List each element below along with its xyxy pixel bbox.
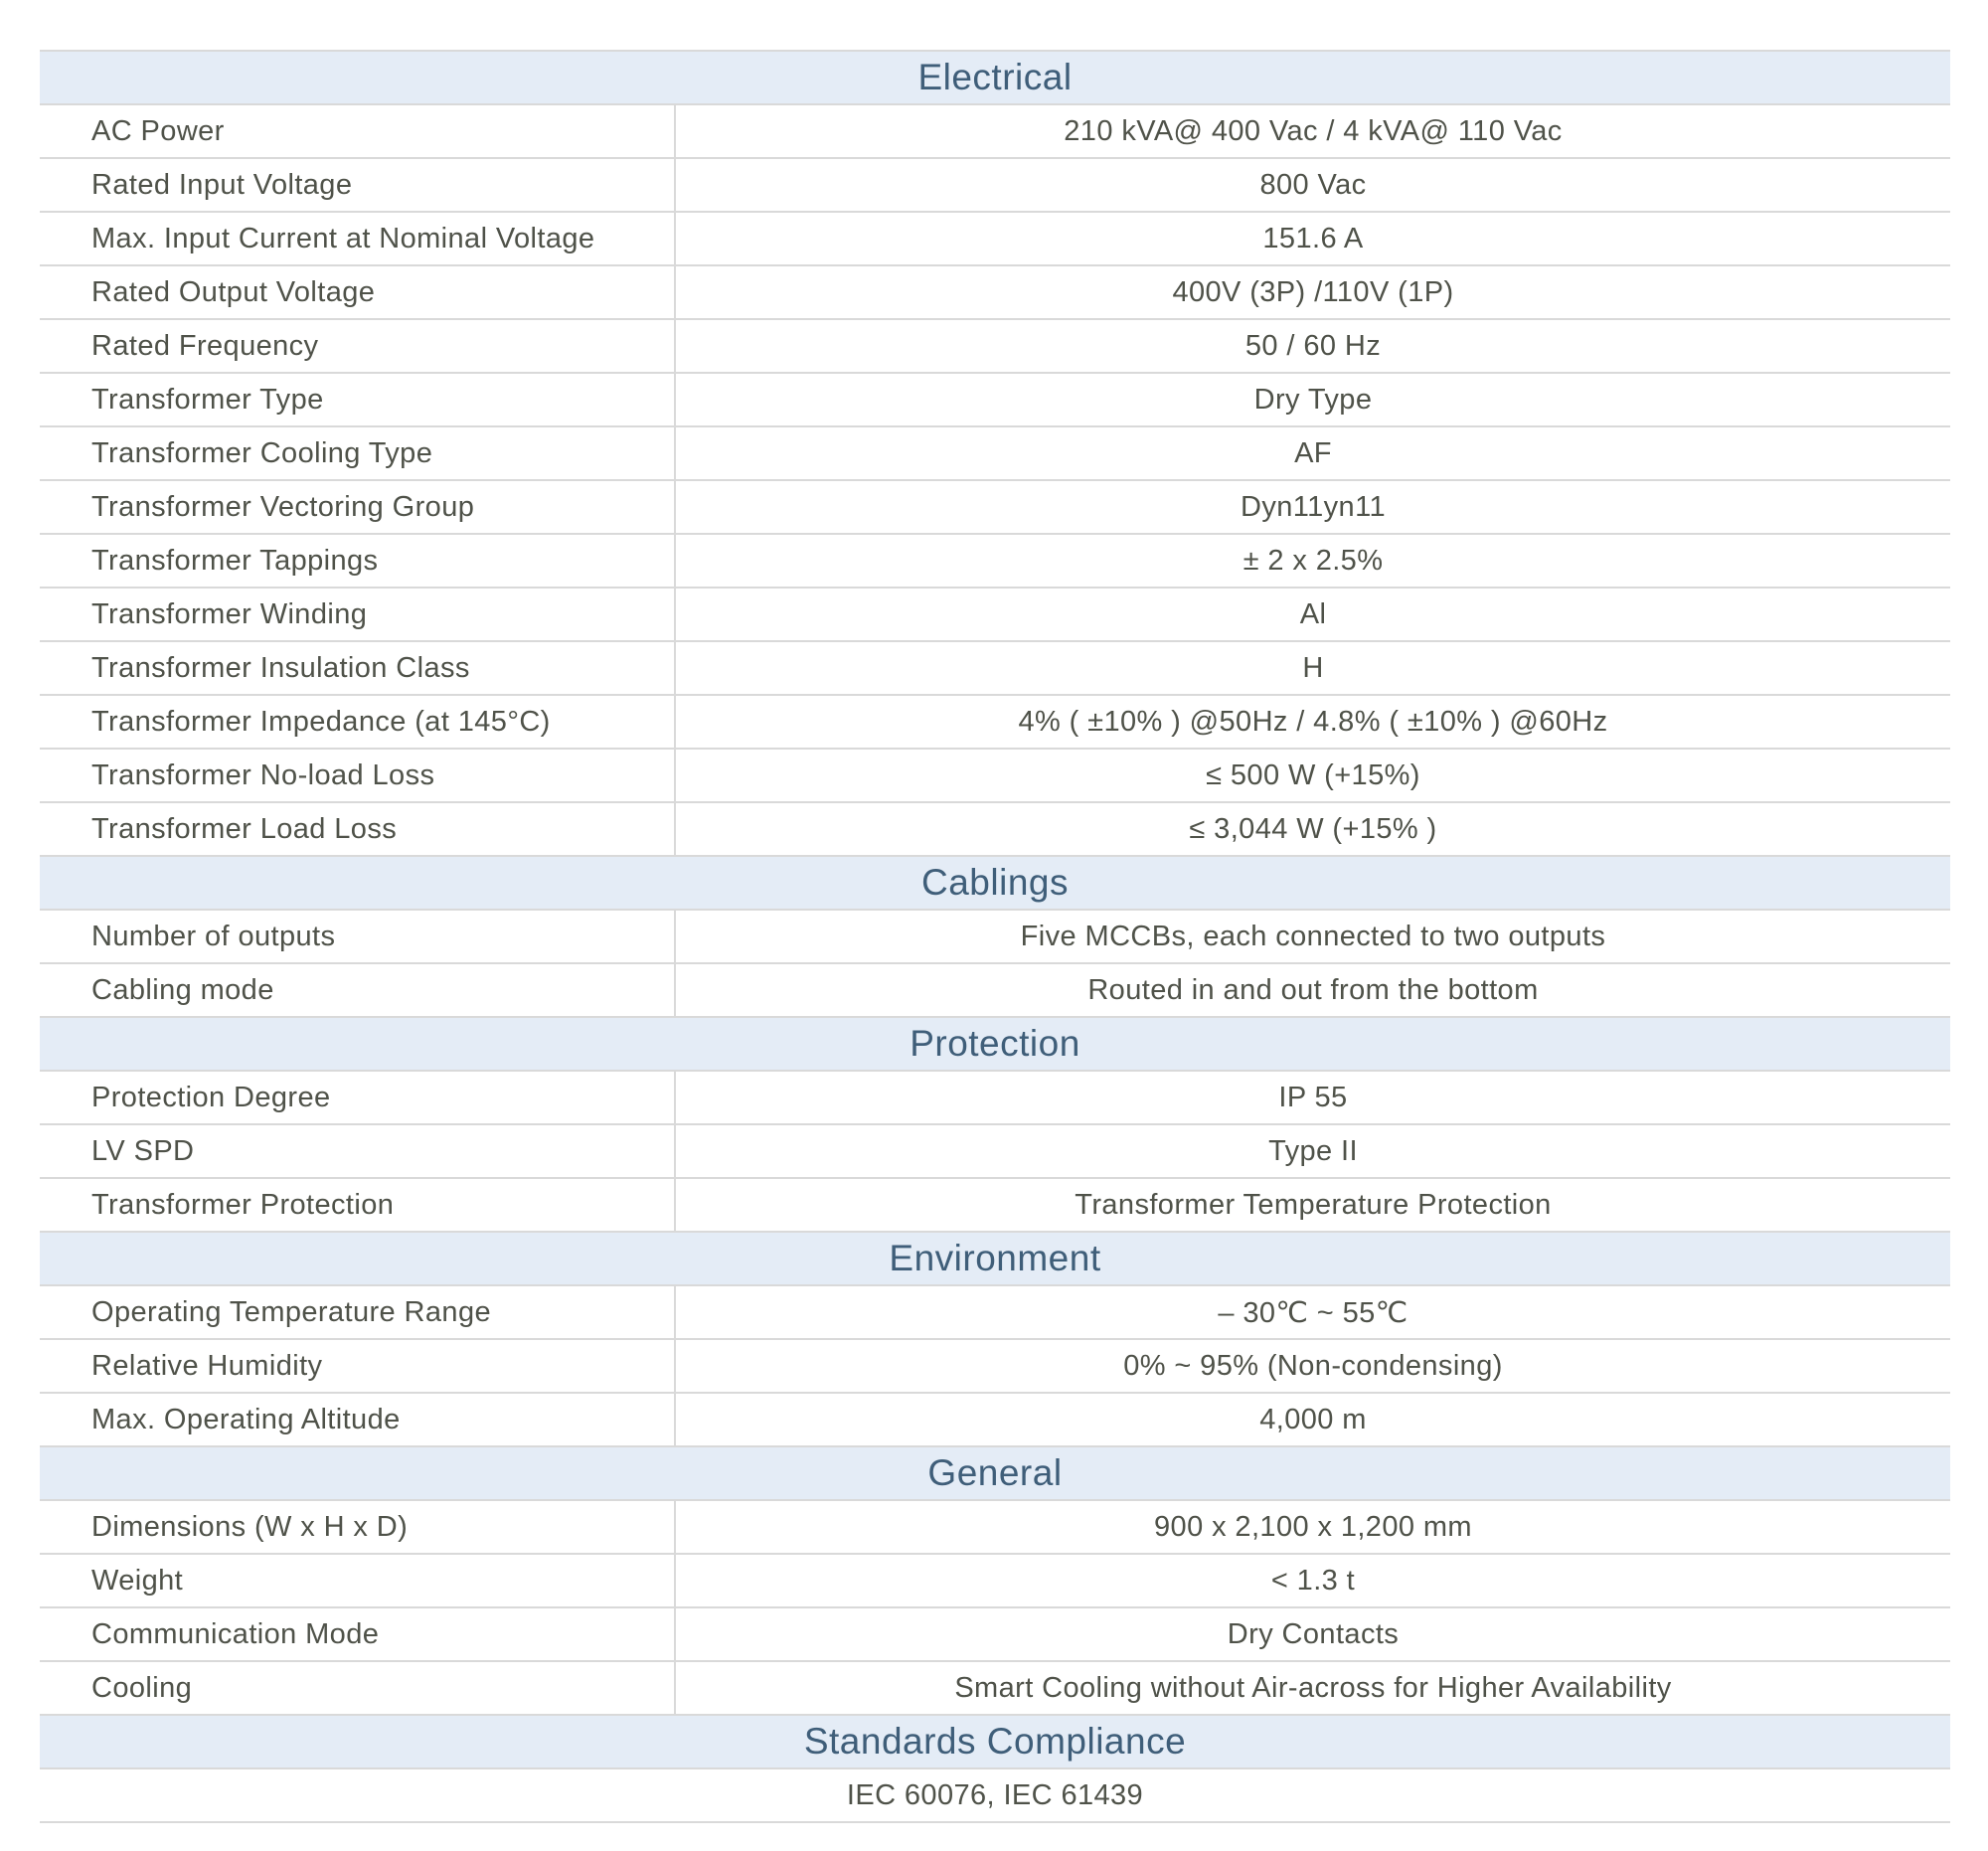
row-value: Type II <box>1268 1134 1358 1167</box>
row-value: H <box>1302 651 1324 684</box>
row-value: AF <box>1294 436 1332 469</box>
row-label: Rated Output Voltage <box>40 266 676 318</box>
row-value: ≤ 500 W (+15%) <box>1206 758 1420 791</box>
row-value: < 1.3 t <box>1270 1564 1356 1597</box>
spec-row <box>40 1394 1950 1447</box>
spec-row <box>40 1179 1950 1233</box>
spec-row <box>40 159 1950 213</box>
row-label: Rated Frequency <box>40 320 676 372</box>
row-value: IP 55 <box>1278 1081 1348 1113</box>
row-label: Communication Mode <box>40 1608 676 1660</box>
row-label: Cabling mode <box>40 964 676 1016</box>
spec-row <box>40 427 1950 481</box>
row-label: Protection Degree <box>40 1072 676 1123</box>
row-label: Number of outputs <box>40 911 676 962</box>
spec-row <box>40 105 1950 159</box>
row-label: Transformer Load Loss <box>40 803 676 855</box>
row-label: Relative Humidity <box>40 1340 676 1392</box>
row-value: 900 x 2,100 x 1,200 mm <box>1154 1510 1472 1543</box>
row-label: Transformer Vectoring Group <box>40 481 676 533</box>
row-value: 800 Vac <box>1259 168 1367 201</box>
row-value: ± 2 x 2.5% <box>1242 544 1384 577</box>
spec-row <box>40 374 1950 427</box>
row-value: 50 / 60 Hz <box>1244 329 1382 362</box>
row-value: 4% ( ±10% ) @50Hz / 4.8% ( ±10% ) @60Hz <box>1018 705 1608 738</box>
row-value: Dry Contacts <box>1227 1617 1400 1650</box>
row-value: 210 kVA@ 400 Vac / 4 kVA@ 110 Vac <box>1064 114 1563 147</box>
row-value: Dyn11yn11 <box>1240 490 1386 523</box>
row-label: Rated Input Voltage <box>40 159 676 211</box>
section-header-standards-compliance: Standards Compliance <box>40 1716 1950 1769</box>
section-header-cablings: Cablings <box>40 857 1950 911</box>
spec-row <box>40 1501 1950 1555</box>
row-label: Transformer Winding <box>40 589 676 640</box>
spec-row <box>40 266 1950 320</box>
spec-row <box>40 803 1950 857</box>
row-label: Cooling <box>40 1662 676 1714</box>
row-value: 4,000 m <box>1259 1403 1367 1435</box>
row-label: Weight <box>40 1555 676 1606</box>
row-label: Dimensions (W x H x D) <box>40 1501 676 1553</box>
spec-row <box>40 1555 1950 1608</box>
spec-row <box>40 642 1950 696</box>
spec-row <box>40 481 1950 535</box>
section-header-protection: Protection <box>40 1018 1950 1072</box>
row-value: 0% ~ 95% (Non-condensing) <box>1123 1349 1503 1382</box>
spec-row <box>40 1286 1950 1340</box>
row-value: Dry Type <box>1253 383 1373 416</box>
row-value: Routed in and out from the bottom <box>1087 973 1539 1006</box>
row-value: Al <box>1299 597 1327 630</box>
row-label: Max. Input Current at Nominal Voltage <box>40 213 676 264</box>
spec-row <box>40 213 1950 266</box>
spec-row <box>40 1340 1950 1394</box>
spec-row <box>40 696 1950 750</box>
spec-row <box>40 750 1950 803</box>
spec-row <box>40 1769 1950 1823</box>
row-value: Smart Cooling without Air-across for Higher Availability <box>954 1671 1672 1704</box>
spec-row <box>40 1608 1950 1662</box>
spec-row <box>40 1662 1950 1716</box>
row-label: Transformer Tappings <box>40 535 676 587</box>
section-header-electrical: Electrical <box>40 52 1950 105</box>
spec-row <box>40 589 1950 642</box>
row-label: Operating Temperature Range <box>40 1286 676 1338</box>
row-label: Transformer Insulation Class <box>40 642 676 694</box>
row-label: Transformer Cooling Type <box>40 427 676 479</box>
row-label: Max. Operating Altitude <box>40 1394 676 1445</box>
row-value: Transformer Temperature Protection <box>1075 1188 1552 1221</box>
spec-row <box>40 535 1950 589</box>
row-value: ≤ 3,044 W (+15% ) <box>1189 812 1437 845</box>
row-value: IEC 60076, IEC 61439 <box>846 1778 1144 1811</box>
row-value: 400V (3P) /110V (1P) <box>1172 275 1454 308</box>
spec-row <box>40 911 1950 964</box>
row-label: AC Power <box>40 105 676 157</box>
row-value: 151.6 A <box>1262 222 1364 254</box>
row-label: Transformer Impedance (at 145°C) <box>40 696 676 748</box>
spec-row <box>40 964 1950 1018</box>
section-header-general: General <box>40 1447 1950 1501</box>
row-label: Transformer Protection <box>40 1179 676 1231</box>
row-value: – 30℃ ~ 55℃ <box>1218 1296 1408 1329</box>
spec-row <box>40 320 1950 374</box>
spec-table <box>40 50 1950 1823</box>
section-header-environment: Environment <box>40 1233 1950 1286</box>
spec-row <box>40 1125 1950 1179</box>
row-label: Transformer No-load Loss <box>40 750 676 801</box>
row-value: Five MCCBs, each connected to two outputs <box>1020 920 1606 952</box>
spec-row <box>40 1072 1950 1125</box>
row-label: Transformer Type <box>40 374 676 425</box>
row-label: LV SPD <box>40 1125 676 1177</box>
